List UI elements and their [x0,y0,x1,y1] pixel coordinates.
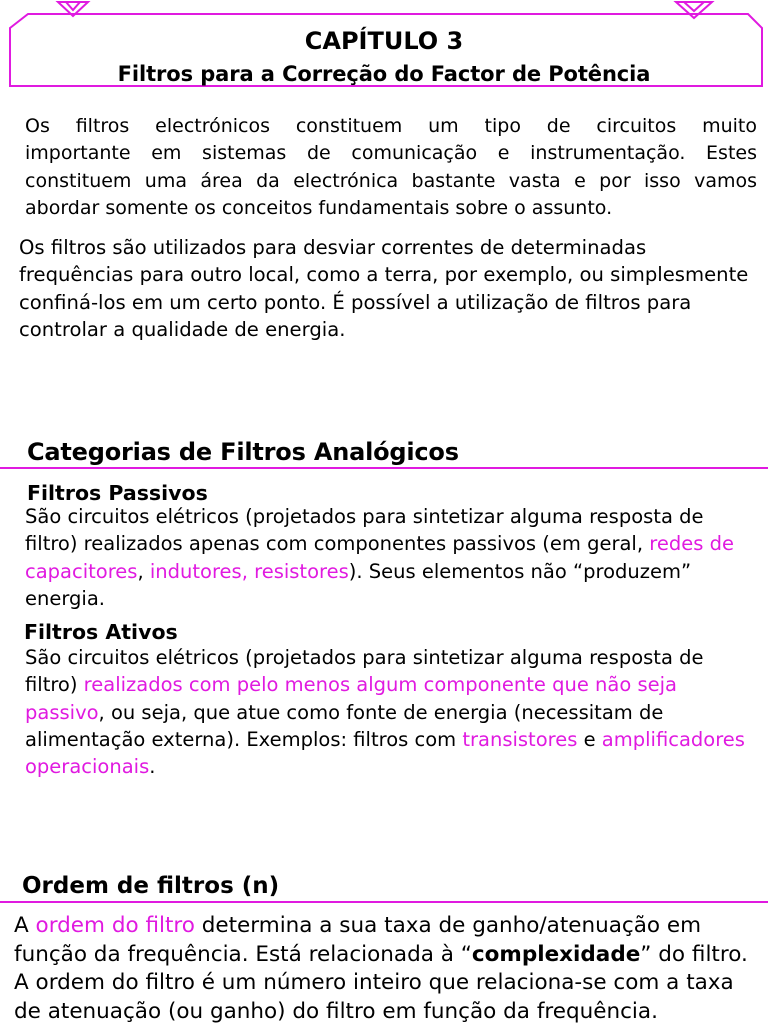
intro-line-2: importante em sistemas de comunicação e instrumentação. Estes [25,142,757,165]
passive-highlight-capacitors: redes de capacitores [25,532,734,583]
chapter-subtitle: Filtros para a Correção do Factor de Potência [117,62,651,86]
order-divider [0,901,768,903]
order-heading: Ordem de filtros (n) [22,873,280,899]
intro-line-1: Os filtros electrónicos constituem um tipo de circuitos muito [25,115,757,137]
intro-line-4: abordar somente os conceitos fundamentais sobre o assunto. [25,196,613,219]
active-highlight-opamps: amplificadores operacionais [25,727,745,779]
intro-line-3: constituem uma área da electrónica bastante vasta e por isso vamos [25,169,757,192]
chapter-title: CAPÍTULO 3 [304,27,464,55]
passive-filters-text: São circuitos elétricos (projetados para sintetizar alguma resposta de filtro) realizados apenas com componentes passivos (em geral, redes de capacitores, indutores, resistores). Seus elementos não “produzem” energia. [25,505,734,610]
active-filters-text: São circuitos elétricos (projetados para sintetizar alguma resposta de filtro) realizados com pelo menos algum componente que não seja passivo, ou seja, que atue como fonte de energia (necessitam de alimentação externa). Exemplos: filtros com transistores e amplificadores operacionais. [25,646,745,779]
passive-filters-heading: Filtros Passivos [27,481,208,505]
active-highlight-transistors: transistores [462,727,578,751]
categories-heading: Categorias de Filtros Analógicos [27,438,459,466]
active-filters-heading: Filtros Ativos [24,620,178,644]
passive-highlight-inductors: indutores, resistores [149,559,349,583]
order-highlight: ordem do filtro [35,913,195,938]
categories-divider [0,467,768,469]
active-highlight-component: realizados com pelo menos algum componente que não seja passivo [25,673,678,724]
order-paragraph: A ordem do filtro determina a sua taxa de ganho/atenuação em função da frequência. Está relacionada à “complexidade” do filtro. A ordem do filtro é um número inteiro que relaciona-se com a taxa de atenuação (ou ganho) do filtro em função da frequência. [14,913,748,1024]
complexity-bold: complexidade [471,941,641,967]
intro-paragraph [25,113,757,222]
filters-usage-paragraph: Os filtros são utilizados para desviar correntes de determinadas frequências para outro local, como a terra, por exemplo, ou simplesmente confiná-los em um certo ponto. É possível a utilização de filtros para controlar a qualidade de energia. [19,236,749,341]
